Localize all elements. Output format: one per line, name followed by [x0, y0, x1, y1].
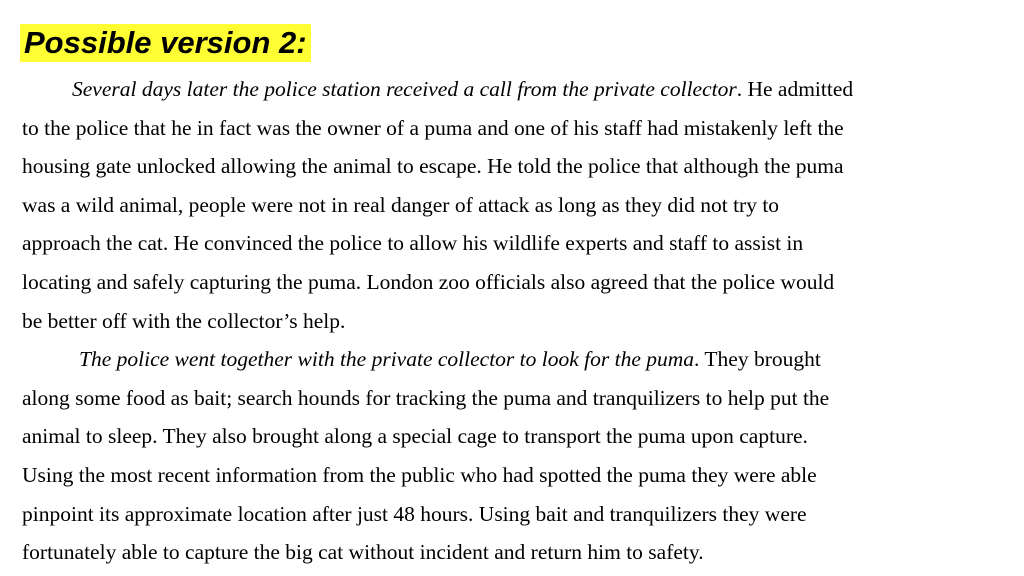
paragraph-1-lead-rest: . He admitted [736, 77, 854, 101]
paragraph-2-line: pinpoint its approximate location after just 48 hours. Using bait and tranquilizers they were [22, 501, 807, 526]
paragraph-1-line: housing gate unlocked allowing the animal to escape. He told the police that although the puma [22, 154, 844, 179]
paragraph-2-italic-lead: The police went together with the private collector to look for the puma [79, 347, 695, 372]
paragraph-1-line: to the police that he in fact was the owner of a puma and one of his staff had mistakenly left the [22, 115, 844, 140]
paragraph-2-line: along some food as bait; search hounds for tracking the puma and tranquilizers to help put the [22, 385, 830, 410]
paragraph-1-line: locating and safely capturing the puma. London zoo officials also agreed that the police would [22, 269, 835, 294]
paragraph-2-first-line [22, 340, 1007, 379]
paragraph-2-line: Using the most recent information from the public who had spotted the puma they were able [22, 462, 817, 487]
paragraph-2-line: fortunately able to capture the big cat without incident and return him to safety. [22, 540, 704, 565]
paragraph-1-line: be better off with the collector’s help. [22, 308, 346, 333]
slide-title: Possible version 2: [20, 24, 311, 62]
paragraph-1-first-line [22, 70, 1007, 109]
paragraph-1-line: approach the cat. He convinced the police to allow his wildlife experts and staff to assist in [22, 231, 804, 256]
paragraph-2-line: animal to sleep. They also brought along a special cage to transport the puma upon capture. [22, 424, 808, 449]
story-text [22, 70, 1007, 572]
paragraph-1-italic-lead: Several days later the police station received a call from the private collector [72, 77, 737, 101]
paragraph-2-lead-rest: . They brought [694, 347, 821, 372]
paragraph-1-line: was a wild animal, people were not in real danger of attack as long as they did not try to [22, 192, 780, 217]
